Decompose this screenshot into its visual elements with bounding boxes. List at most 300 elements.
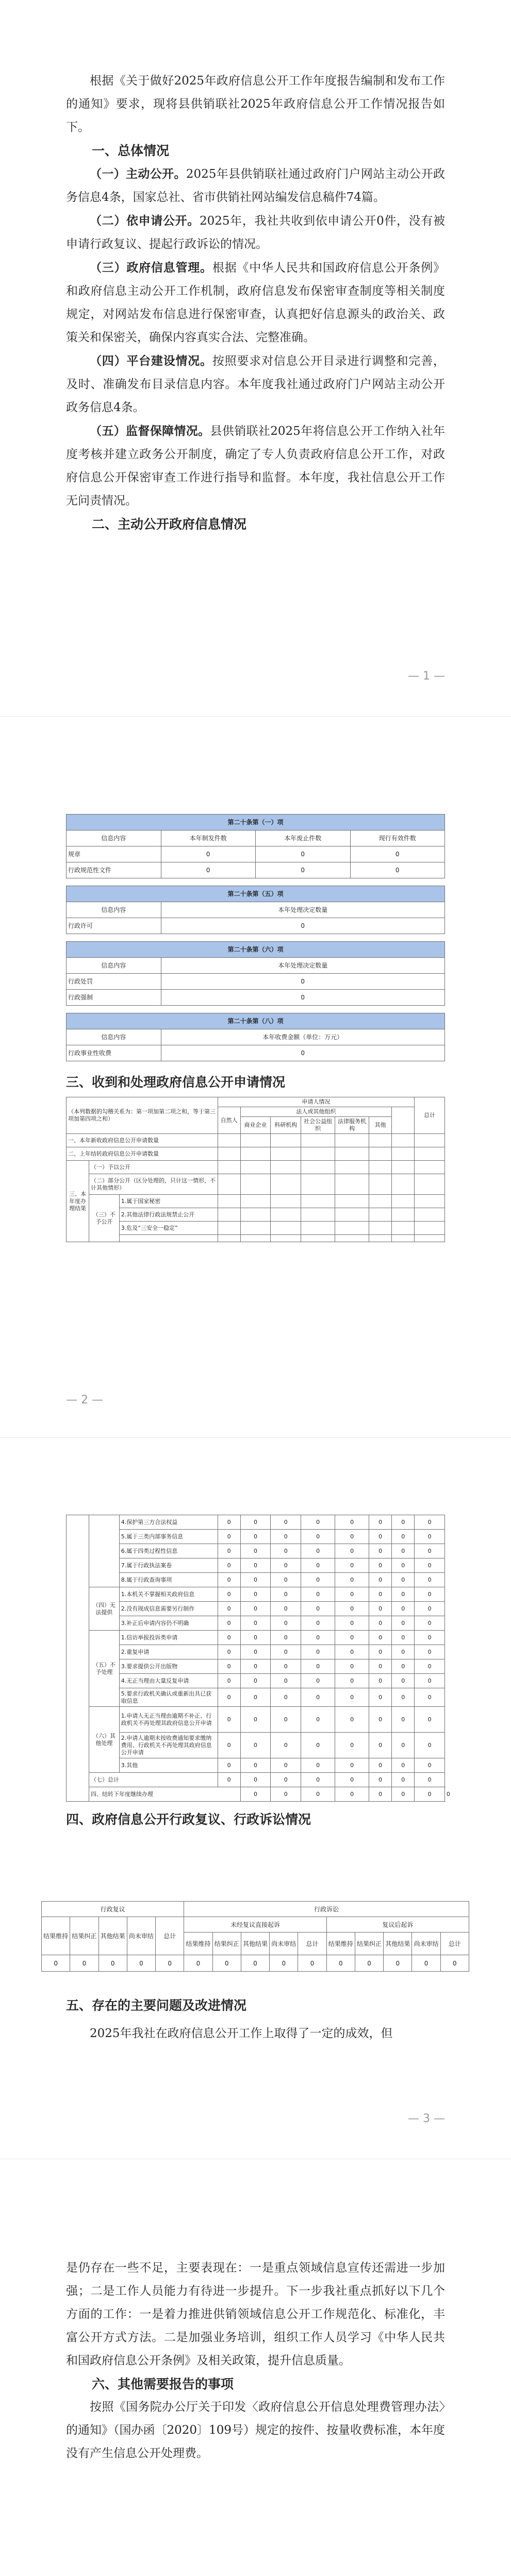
cell-value: 0 (218, 1773, 240, 1787)
row-label: （一）予以公开 (89, 1161, 218, 1174)
page-number-2: — 2 — (66, 1394, 103, 1406)
row-label: 5.要求行政机关确认或重新出具已获取信息 (119, 1688, 218, 1707)
row-label: 5.属于三类内部事务信息 (119, 1530, 218, 1544)
row-label: 1.信访举报投诉类申请 (119, 1631, 218, 1645)
row-label: 行政事业性收费 (67, 1045, 161, 1061)
row-label: 2.重复申请 (119, 1645, 218, 1659)
requests-table-part1 (66, 1097, 445, 1242)
col-header: 本年处理决定数量 (161, 902, 445, 918)
col-header: 社会公益组织 (301, 1117, 335, 1134)
cell-value: 0 (161, 846, 256, 862)
col-header: 结果纠正 (212, 1933, 241, 1955)
cell-value: 0 (415, 1645, 445, 1659)
problems-paragraph-start: 2025年我社在政府信息公开工作上取得了一定的成效，但 (90, 2027, 393, 2040)
cell-value: 0 (301, 1674, 335, 1688)
page-number-3: — 3 — (408, 2112, 445, 2125)
cell-value: 0 (415, 1659, 445, 1674)
cell-value: 0 (350, 846, 445, 862)
cell-value: 0 (271, 1773, 301, 1787)
cell-value: 0 (355, 1955, 383, 1972)
cell-value: 0 (240, 1758, 271, 1773)
applicant-header: 申请人情况 (218, 1097, 415, 1107)
cell-value: 0 (218, 1733, 240, 1758)
row-subgroup-label: （五）不予处理 (89, 1631, 120, 1707)
row-label: 4.保护第三方合法权益 (119, 1515, 218, 1530)
page-1 (0, 0, 511, 716)
cell-value: 0 (218, 1515, 240, 1530)
cell-value: 0 (240, 1587, 271, 1602)
cell-value: 0 (335, 1645, 369, 1659)
cell-value: 0 (161, 918, 445, 934)
row-label: （二）部分公开（区分处理的，只计这一情形，不计其他情形） (89, 1174, 218, 1195)
page-2 (0, 747, 511, 1437)
table-article20-item1 (66, 814, 445, 878)
cell-value: 0 (392, 1659, 415, 1674)
row-subgroup-label: （三）不予公开 (89, 1195, 120, 1242)
admin-review-header: 行政复议 (42, 1902, 184, 1917)
cell-value: 0 (369, 1773, 392, 1787)
col-header: 其他结果 (98, 1917, 127, 1955)
cell-value: 0 (271, 1674, 301, 1688)
cell-value: 0 (240, 1530, 271, 1544)
col-header: 商业企业 (240, 1117, 271, 1134)
cell-value: 0 (218, 1631, 240, 1645)
cell-value: 0 (392, 1733, 415, 1758)
cell-value: 0 (127, 1955, 155, 1972)
table-row (67, 974, 445, 990)
table-row (67, 1235, 445, 1242)
col-header: 法律服务机构 (335, 1117, 369, 1134)
cell-value: 0 (369, 1631, 392, 1645)
paragraph-management (66, 256, 445, 349)
col-header: 结果纠正 (355, 1933, 383, 1955)
row-label: 3.补正后申请内容仍不明确 (119, 1616, 218, 1631)
row-subgroup-continued (89, 1515, 120, 1587)
table-row (67, 1544, 445, 1558)
table-row (67, 990, 445, 1006)
cell-value: 0 (240, 1659, 271, 1674)
cell-value: 0 (369, 1544, 392, 1558)
cell-value: 0 (98, 1955, 127, 1972)
cell-value: 0 (415, 1573, 445, 1587)
table-row (67, 1602, 445, 1616)
heading-requests: 三、收到和处理政府信息公开申请情况 (66, 1075, 286, 1090)
table-row (67, 862, 445, 878)
cell-value: 0 (184, 1955, 212, 1972)
cell-value: 0 (70, 1955, 98, 1972)
table-article20-item6 (66, 941, 445, 1006)
table-row (67, 1045, 445, 1061)
row-label: 行政处罚 (67, 974, 161, 990)
cell-value: 0 (369, 1558, 392, 1573)
table-row (67, 1530, 445, 1544)
cell-value: 0 (369, 1733, 392, 1758)
cell-value: 0 (212, 1955, 241, 1972)
row-label: 行政强制 (67, 990, 161, 1006)
cell-value: 0 (369, 1645, 392, 1659)
cell-value: 0 (218, 1602, 240, 1616)
table-row (67, 1773, 445, 1787)
col-header: 其他结果 (241, 1933, 269, 1955)
lead-request: （二）依申请公开。 (90, 214, 200, 228)
cell-value: 0 (301, 1733, 335, 1758)
table-article20-item5 (66, 886, 445, 934)
cell-value: 0 (335, 1707, 369, 1733)
cell-value: 0 (335, 1733, 369, 1758)
cell-value: 0 (218, 1616, 240, 1631)
cell-value: 0 (369, 1758, 392, 1773)
lead-supervision: （五）监督保障情况。 (90, 424, 210, 438)
col-header: 尚未审结 (270, 1933, 298, 1955)
cell-value: 0 (415, 1758, 445, 1773)
table-row (67, 1733, 445, 1758)
review-litigation-table (41, 1901, 469, 1972)
cell-value: 0 (415, 1707, 445, 1733)
row-label: 1.属于国家秘密 (119, 1195, 218, 1208)
row-label: 2.没有现成信息需要另行制作 (119, 1602, 218, 1616)
cell-value: 0 (335, 1688, 369, 1707)
cell-value: 0 (415, 1544, 445, 1558)
cell-value: 0 (218, 1558, 240, 1573)
row-label: 2.申请人逾期未按收费通知要求缴纳费用、行政机关不再处理其政府信息公开申请 (119, 1733, 218, 1758)
cell-value: 0 (335, 1602, 369, 1616)
cell-value: 0 (392, 1515, 415, 1530)
cell-value: 0 (298, 1955, 326, 1972)
paragraph-platform (66, 349, 445, 419)
cell-value: 0 (392, 1544, 415, 1558)
cell-value: 0 (271, 1758, 301, 1773)
cell-value: 0 (415, 1631, 445, 1645)
cell-value: 0 (271, 1733, 301, 1758)
cell-value: 0 (369, 1515, 392, 1530)
cell-value: 0 (335, 1758, 369, 1773)
cell-value: 0 (335, 1616, 369, 1631)
cell-value: 0 (301, 1558, 335, 1573)
heading-review-litigation: 四、政府信息公开行政复议、行政诉讼情况 (66, 1812, 311, 1827)
col-header: 总计 (440, 1933, 469, 1955)
table-row (67, 1515, 445, 1530)
row-label: 2.其他法律行政法规禁止公开 (119, 1208, 218, 1222)
cell-value: 0 (218, 1688, 240, 1707)
col-header: 本年收费金额（单位：万元） (161, 1029, 445, 1045)
col-header: 结果纠正 (70, 1917, 98, 1955)
col-header: 其他 (369, 1117, 392, 1134)
cell-value: 0 (369, 1573, 392, 1587)
cell-value: 0 (271, 1558, 301, 1573)
direct-suit-header: 未经复议直接起诉 (184, 1917, 326, 1933)
cell-value: 0 (161, 990, 445, 1006)
cell-value: 0 (240, 1616, 271, 1631)
intro-paragraph: 根据《关于做好2025年政府信息公开工作年度报告编制和发布工作的通知》要求，现将县供销联社2025年政府信息公开工作情况报告如下。 (66, 74, 445, 134)
cell-value: 0 (240, 1631, 271, 1645)
table-row (67, 1787, 445, 1802)
cell-value: 0 (335, 1558, 369, 1573)
table-row (67, 1758, 445, 1773)
litigation-header: 行政诉讼 (184, 1902, 469, 1917)
cell-value: 0 (256, 846, 351, 862)
table-row (67, 1208, 445, 1222)
cell-value: 0 (415, 1688, 445, 1707)
cell-value: 0 (218, 1674, 240, 1688)
text-supervision: 县供销联社2025年将信息公开工作纳入社年度考核并建立政务公开制度，确定了专人负责政府信息公开工作，对政府信息公开保密审查工作进行指导和监督。本年度，我社信息公开工作无问责情况。 (66, 425, 446, 507)
col-header: 尚未审结 (127, 1917, 155, 1955)
table-row (67, 1558, 445, 1573)
table-article20-item8 (66, 1013, 445, 1061)
table-row (67, 1674, 445, 1688)
cell-value: 0 (301, 1787, 335, 1802)
lead-platform: （四）平台建设情况。 (90, 354, 212, 368)
cell-value: 0 (301, 1631, 335, 1645)
cell-value: 0 (392, 1616, 415, 1631)
cell-value: 0 (301, 1659, 335, 1674)
table-row (67, 1174, 445, 1195)
cell-value: 0 (415, 1674, 445, 1688)
row-label: 6.属于四类过程性信息 (119, 1544, 218, 1558)
page-number-1: — 1 — (408, 670, 445, 683)
text-request: 2025年，我社共收到依申请公开0件，没有被申请行政复议、提起行政诉讼的情况。 (66, 214, 446, 251)
cell-value: 0 (301, 1645, 335, 1659)
page-break (0, 716, 511, 748)
table-row (67, 1587, 445, 1602)
after-review-header: 复议后起诉 (326, 1917, 469, 1933)
problems-paragraph-continued: 是仍存在一些不足，主要表现在：一是重点领域信息宣传还需进一步加强；二是工作人员能力有待进一步提升。下一步我社重点抓好以下几个方面的工作：一是着力推进供销领域信息公开工作规范化、标准化，丰富公开方式方法。二是加强业务培训，组织工作人员学习《中华人民共和国政府信息公开条例》及相关政策，提升信息质量。 (66, 2261, 445, 2367)
table-row (67, 1659, 445, 1674)
table-row (67, 1616, 445, 1631)
cell-value: 0 (240, 1515, 271, 1530)
cell-value: 0 (335, 1787, 369, 1802)
col-header: 现行有效件数 (350, 831, 445, 846)
cell-value: 0 (392, 1645, 415, 1659)
other-matters-paragraph: 按照《国务院办公厅关于印发〈政府信息公开信息处理费管理办法〉的通知》（国办函〔2020〕109号）规定的按件、按量收费标准，本年度没有产生信息公开处理费。 (66, 2400, 445, 2460)
text-platform: 按照要求对信息公开目录进行调整和完善，及时、准确发布目录信息内容。本年度我社通过政府门户网站主动公开政务信息4条。 (66, 354, 446, 414)
cell-value: 0 (240, 1773, 271, 1787)
cell-value: 0 (350, 862, 445, 878)
cell-value: 0 (415, 1773, 445, 1787)
row-label: 行政许可 (67, 918, 161, 934)
cell-value: 0 (42, 1955, 70, 1972)
cell-value: 0 (440, 1955, 469, 1972)
cell-value: 0 (335, 1530, 369, 1544)
cell-value: 0 (335, 1674, 369, 1688)
cell-value: 0 (240, 1707, 271, 1733)
cell-value: 0 (392, 1558, 415, 1573)
cell-value: 0 (218, 1587, 240, 1602)
cell-value: 0 (415, 1530, 445, 1544)
cell-value: 0 (415, 1787, 445, 1802)
paragraph-on-request (66, 209, 445, 256)
heading-overview: 一、总体情况 (92, 143, 170, 158)
row-group-label: 三、本年度办理结果 (67, 1161, 89, 1242)
cell-value: 0 (335, 1515, 369, 1530)
cell-value: 0 (271, 1530, 301, 1544)
cell-value: 0 (240, 1573, 271, 1587)
table-row (67, 1147, 445, 1161)
cell-value: 0 (218, 1573, 240, 1587)
cell-value: 0 (369, 1688, 392, 1707)
col-header: 尚未审结 (412, 1933, 440, 1955)
cell-value: 0 (415, 1733, 445, 1758)
table-row (67, 1161, 445, 1174)
cell-value: 0 (392, 1707, 415, 1733)
cell-value: 0 (384, 1955, 412, 1972)
cell-value: 0 (240, 1674, 271, 1688)
requests-corner-note: （本列数据的勾稽关系为：第一项加第二项之和，等于第三项加第四项之和） (67, 1097, 218, 1134)
legal-person-header: 法人或其他组织 (240, 1107, 392, 1117)
cell-value: 0 (161, 862, 256, 878)
cell-value: 0 (271, 1573, 301, 1587)
cell-value: 0 (415, 1587, 445, 1602)
col-header: 结果维持 (326, 1933, 355, 1955)
cell-value: 0 (301, 1587, 335, 1602)
cell-value: 0 (335, 1587, 369, 1602)
paragraph-supervision (66, 419, 445, 513)
natural-person-header: 自然人 (218, 1107, 240, 1134)
col-header: 本年处理决定数量 (161, 958, 445, 974)
row-label: 3.危及“三安全一稳定” (119, 1222, 218, 1235)
cell-value: 0 (392, 1758, 415, 1773)
cell-value: 0 (415, 1602, 445, 1616)
cell-value: 0 (369, 1602, 392, 1616)
cell-value: 0 (335, 1773, 369, 1787)
paragraph-active-disclosure (66, 162, 445, 209)
cell-value: 0 (270, 1955, 298, 1972)
row-label: 二、上年结转政府信息公开申请数量 (67, 1147, 218, 1161)
cell-value: 0 (301, 1573, 335, 1587)
row-subgroup-label: （六）其他处理 (89, 1707, 120, 1773)
cell-value: 0 (240, 1688, 271, 1707)
table-row (67, 1688, 445, 1707)
cell-value: 0 (369, 1587, 392, 1602)
cell-value: 0 (326, 1955, 355, 1972)
cell-value: 0 (271, 1544, 301, 1558)
col-header: 结果维持 (42, 1917, 70, 1955)
cell-value: 0 (240, 1645, 271, 1659)
cell-value: 0 (301, 1688, 335, 1707)
table-row (67, 846, 445, 862)
table-row (67, 1631, 445, 1645)
table-row (67, 1573, 445, 1587)
row-label: 四、结转下年度继续办理 (89, 1787, 241, 1802)
requests-table-part2 (66, 1515, 450, 1802)
heading-active-info: 二、主动公开政府信息情况 (92, 517, 247, 532)
table-row (67, 1195, 445, 1208)
page-4 (0, 2190, 511, 2576)
row-label: 1.申请人无正当理由逾期不补正、行政机关不再处理其政府信息公开申请 (119, 1707, 218, 1733)
row-label: 3.其他 (119, 1758, 218, 1773)
row-label: 7.属于行政执法案卷 (119, 1558, 218, 1573)
cell-value: 0 (271, 1631, 301, 1645)
text-management: 根据《中华人民共和国政府信息公开条例》和政府信息主动公开工作机制，政府信息发布保密审查制度等相关制度规定，对网站发布信息进行保密审查，认真把好信息源头的政治关、政策关和保密关，确保内容真实合法、完整准确。 (66, 261, 446, 344)
table-title: 第二十条第（六）项 (67, 942, 445, 958)
cell-value: 0 (301, 1602, 335, 1616)
cell-value: 0 (392, 1787, 415, 1802)
cell-value: 0 (415, 1616, 445, 1631)
cell-value: 0 (301, 1515, 335, 1530)
row-subgroup-label: （四）无法提供 (89, 1587, 120, 1631)
cell-value: 0 (301, 1773, 335, 1787)
cell-value: 0 (271, 1616, 301, 1631)
col-header: 总计 (298, 1933, 326, 1955)
cell-value: 0 (271, 1688, 301, 1707)
table-row (67, 1222, 445, 1235)
cell-value: 0 (392, 1573, 415, 1587)
cell-value: 0 (369, 1530, 392, 1544)
heading-problems: 五、存在的主要问题及改进情况 (66, 1998, 247, 2013)
cell-value: 0 (161, 1045, 445, 1061)
col-header: 本年制发件数 (161, 831, 256, 846)
cell-value: 0 (271, 1602, 301, 1616)
row-label: （七）总计 (89, 1773, 218, 1787)
cell-value: 0 (271, 1787, 301, 1802)
cell-value: 0 (240, 1558, 271, 1573)
cell-value: 0 (392, 1602, 415, 1616)
cell-value: 0 (156, 1955, 184, 1972)
row-label: 8.属于行政查询事项 (119, 1573, 218, 1587)
page-break (0, 2159, 511, 2191)
cell-value: 0 (301, 1707, 335, 1733)
cell-value: 0 (240, 1733, 271, 1758)
cell-value: 0 (256, 862, 351, 878)
col-header: 信息内容 (67, 1029, 161, 1045)
cell-value: 0 (271, 1659, 301, 1674)
row-label: 3.要求提供公开出版物 (119, 1659, 218, 1674)
cell-value: 0 (369, 1659, 392, 1674)
cell-value: 0 (218, 1544, 240, 1558)
col-header: 科研机构 (271, 1117, 301, 1134)
table-row (67, 1707, 445, 1733)
cell-value: 0 (241, 1955, 269, 1972)
row-label: 一、本年新收政府信息公开申请数量 (67, 1134, 218, 1147)
cell-value: 0 (218, 1758, 240, 1773)
col-header: 信息内容 (67, 831, 161, 846)
table-title: 第二十条第（五）项 (67, 886, 445, 902)
cell-value: 0 (369, 1616, 392, 1631)
heading-other-matters: 六、其他需要报告的事项 (92, 2377, 234, 2392)
cell-value: 0 (240, 1544, 271, 1558)
col-header: 信息内容 (67, 902, 161, 918)
page-3 (0, 1468, 511, 2159)
lead-active: （一）主动公开。 (90, 167, 186, 181)
col-header: 其他结果 (384, 1933, 412, 1955)
cell-value: 0 (218, 1707, 240, 1733)
page-break (0, 1437, 511, 1469)
table-title: 第二十条第（八）项 (67, 1013, 445, 1029)
text-active: 2025年县供销联社通过政府门户网站主动公开政务信息4条，国家总社、省市供销社网站编发信息稿件74篇。 (66, 167, 445, 204)
table-row (42, 1955, 469, 1972)
total-header: 总计 (415, 1097, 445, 1134)
cell-value: 0 (335, 1631, 369, 1645)
cell-value: 0 (218, 1645, 240, 1659)
table-row (67, 918, 445, 934)
row-group-continued (67, 1515, 89, 1802)
cell-value: 0 (392, 1631, 415, 1645)
table-row (67, 1134, 445, 1147)
cell-value: 0 (301, 1758, 335, 1773)
cell-value: 0 (369, 1707, 392, 1733)
row-label: 1.本机关不掌握相关政府信息 (119, 1587, 218, 1602)
col-header: 信息内容 (67, 958, 161, 974)
col-header: 本年废止件数 (256, 831, 351, 846)
cell-value: 0 (218, 1530, 240, 1544)
blank-header (392, 1107, 415, 1134)
cell-value: 0 (335, 1544, 369, 1558)
cell-value: 0 (392, 1688, 415, 1707)
col-header: 总计 (156, 1917, 184, 1955)
row-label: 行政规范性文件 (67, 862, 161, 878)
cell-value: 0 (240, 1602, 271, 1616)
cell-value: 0 (412, 1955, 440, 1972)
cell-value: 0 (392, 1530, 415, 1544)
